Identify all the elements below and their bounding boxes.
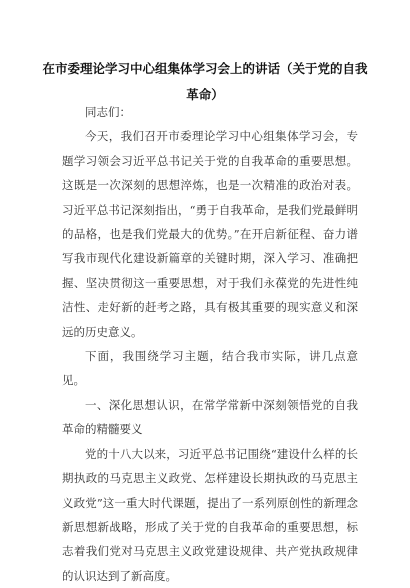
- section-heading-1: 一、深化思想认识，在常学常新中深刻领悟党的自我革命的精髓要义: [62, 397, 358, 437]
- paragraph-outline: 下面，我围绕学习主题，结合我市实际，讲几点意见。: [62, 349, 358, 388]
- salutation: 同志们：: [85, 105, 131, 119]
- document-title: 在市委理论学习中心组集体学习会上的讲话（关于党的自我革命）: [42, 61, 368, 102]
- document-body: [62, 100, 358, 588]
- paragraph-section-1: 党的十八大以来，习近平总书记围绕“建设什么样的长期执政的马克思主义政党、怎样建设长期执政的马克思主义政党”这一重大时代课题，提出了一系列原创性的新理念新思想新战略，形成了关于党的自我革命的重要思想，标志着我们党对马克思主义政党建设规律、共产党执政规律的认识达到了新高度。: [62, 446, 358, 583]
- paragraph-intro: 今天，我们召开市委理论学习中心组集体学习会，专题学习领会习近平总书记关于党的自我革命的重要思想。这既是一次深刻的思想淬炼，也是一次精准的政治对表。习近平总书记深刻指出，“勇于自我革命，是我们党最鲜明的品格，也是我们党最大的优势。”在开启新征程、奋力谱写我市现代化建设新篇章的关键时期，深入学习、准确把握、坚决贯彻这一重要思想，对于我们永葆党的先进性纯洁性、走好新的赶考之路，具有极其重要的现实意义和深远的历史意义。: [62, 129, 358, 339]
